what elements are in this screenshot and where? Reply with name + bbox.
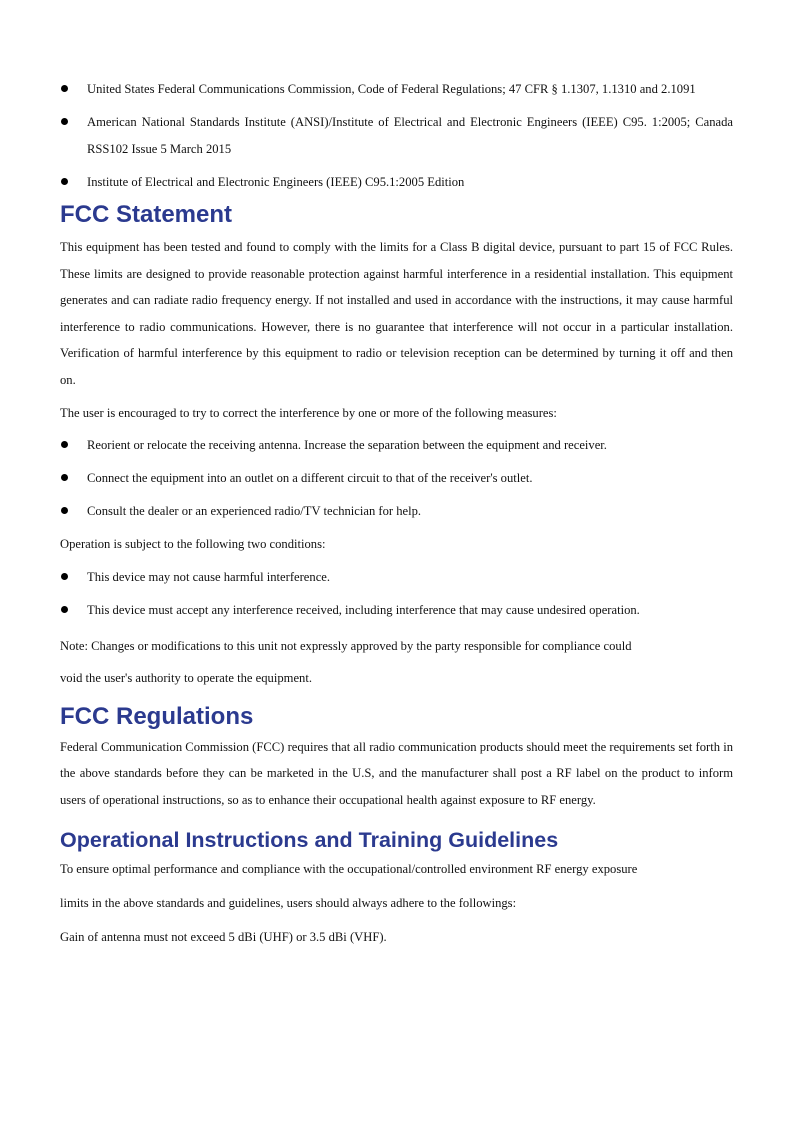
measures-intro: The user is encouraged to try to correct the interference by one or more of the following measures: (60, 405, 557, 420)
conditions-list (60, 564, 733, 624)
fcc-regulations-paragraph: Federal Communication Commission (FCC) requires that all radio communication products should meet the requirements set forth in the above standards before they can be marketed in the U.S, and the manufacturer shall post a RF label on the product to inform users of operational instructions, so as to enhance their occupational health against exposure to RF energy. (60, 739, 733, 807)
list-item: United States Federal Communications Commission, Code of Federal Regulations; 47 CFR § 1.1307, 1.1310 and 2.1091 (60, 76, 733, 103)
standards-list (60, 76, 733, 196)
list-item: Reorient or relocate the receiving antenna. Increase the separation between the equipment and receiver. (60, 432, 733, 459)
list-item: Connect the equipment into an outlet on a different circuit to that of the receiver's outlet. (60, 465, 733, 492)
measures-list (60, 432, 733, 525)
list-item: American National Standards Institute (ANSI)/Institute of Electrical and Electronic Engineers (IEEE) C95. 1:2005; Canada RSS102 Issue 5 March 2015 (60, 109, 733, 163)
list-item: This device must accept any interference received, including interference that may cause undesired operation. (60, 597, 733, 624)
note-line-1: Note: Changes or modifications to this unit not expressly approved by the party responsible for compliance could (60, 638, 632, 653)
operational-line-1: To ensure optimal performance and compliance with the occupational/controlled environment RF energy exposure (60, 861, 638, 876)
conditions-intro: Operation is subject to the following two conditions: (60, 537, 326, 552)
list-item: Consult the dealer or an experienced radio/TV technician for help. (60, 498, 733, 525)
fcc-regulations-heading: FCC Regulations (60, 702, 254, 730)
fcc-statement-paragraph: This equipment has been tested and found to comply with the limits for a Class B digital device, pursuant to part 15 of FCC Rules. These limits are designed to provide reasonable protection against harmful interference in a residential installation. This equipment generates and can radiate radio frequency energy. If not installed and used in accordance with the instructions, it may cause harmful interference to radio communications. However, there is no guarantee that interference will not occur in a particular installation. Verification of harmful interference by this equipment to radio or television reception can be determined by turning it off and then on. (60, 240, 733, 387)
list-item: This device may not cause harmful interference. (60, 564, 733, 591)
note-line-2: void the user's authority to operate the equipment. (60, 670, 312, 685)
list-item: Institute of Electrical and Electronic Engineers (IEEE) C95.1:2005 Edition (60, 169, 733, 196)
operational-line-3: Gain of antenna must not exceed 5 dBi (UHF) or 3.5 dBi (VHF). (60, 929, 387, 944)
fcc-statement-heading: FCC Statement (60, 201, 233, 228)
operational-line-2: limits in the above standards and guidelines, users should always adhere to the followings: (60, 895, 517, 910)
operational-heading: Operational Instructions and Training Guidelines (60, 827, 559, 852)
document-page (60, 76, 733, 954)
